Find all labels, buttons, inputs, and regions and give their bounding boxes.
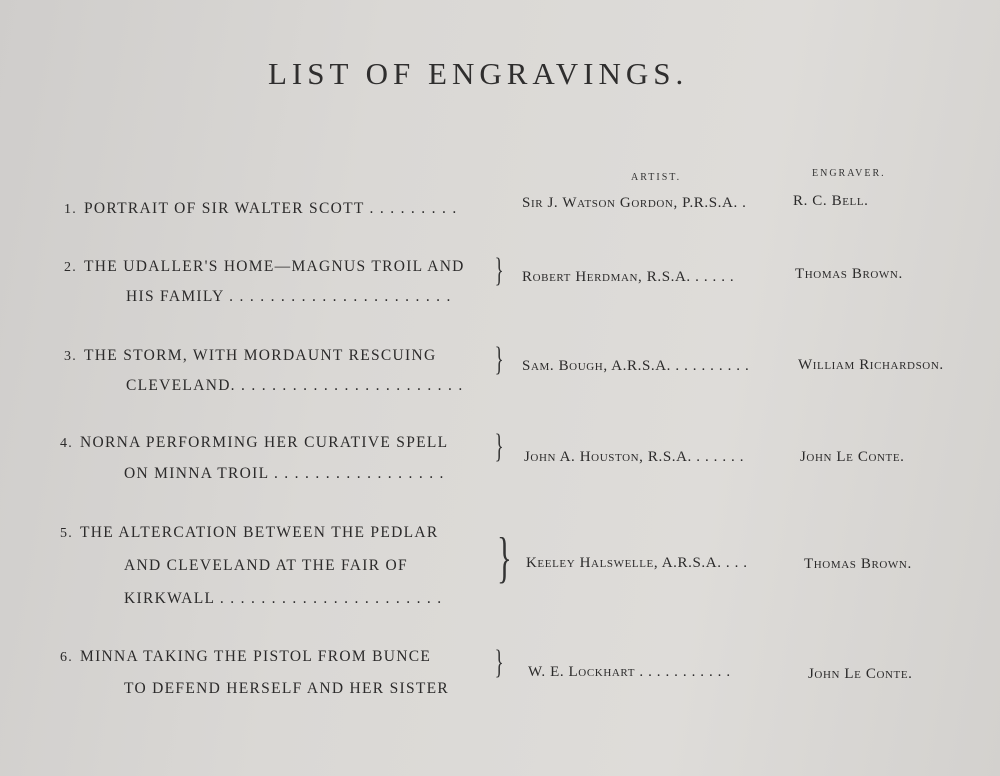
entry-engraver: R. C. Bell. <box>793 193 869 209</box>
entry-engraver: Thomas Brown. <box>795 266 903 282</box>
entry-number: 5. <box>60 526 74 541</box>
entry-title-line: ON MINNA TROIL . . . . . . . . . . . . . . . . . <box>124 465 445 482</box>
entry-artist: Keeley Halswelle, A.R.S.A. . . . <box>526 555 748 571</box>
entry-engraver: Thomas Brown. <box>804 556 912 572</box>
entry-title-line: HIS FAMILY . . . . . . . . . . . . . . . . . . . . . . <box>126 288 452 305</box>
entry-number: 6. <box>60 650 74 665</box>
entry-number: 2. <box>64 260 78 275</box>
brace-mark: } <box>494 252 504 289</box>
brace-mark: } <box>494 341 504 378</box>
entry-title-line: MINNA TAKING THE PISTOL FROM BUNCE <box>80 648 432 665</box>
brace-mark: } <box>494 644 504 681</box>
brace-mark: } <box>497 527 512 589</box>
entry-engraver: William Richardson. <box>798 357 944 373</box>
entry-title-line: CLEVELAND. . . . . . . . . . . . . . . . . . . . . . . <box>126 377 464 394</box>
entry-number: 3. <box>64 349 78 364</box>
entry-artist: Robert Herdman, R.S.A. . . . . . <box>522 269 735 285</box>
entry-title-line: KIRKWALL . . . . . . . . . . . . . . . . . . . . . . <box>124 590 443 607</box>
entry-title-line: THE ALTERCATION BETWEEN THE PEDLAR <box>80 524 439 541</box>
engraver-column-header: ENGRAVER. <box>812 168 886 179</box>
entry-title-line: THE UDALLER'S HOME—MAGNUS TROIL AND <box>84 258 465 275</box>
entry-title-line: TO DEFEND HERSELF AND HER SISTER <box>124 680 450 697</box>
artist-column-header: ARTIST. <box>631 172 682 183</box>
entry-title-line: THE STORM, WITH MORDAUNT RESCUING <box>84 347 437 364</box>
entry-title-line: PORTRAIT OF SIR WALTER SCOTT . . . . . . . . . <box>84 200 458 217</box>
entry-artist: John A. Houston, R.S.A. . . . . . . <box>524 449 745 465</box>
page-title: LIST OF ENGRAVINGS. <box>268 56 689 91</box>
entry-artist: Sir J. Watson Gordon, P.R.S.A. . <box>522 195 747 211</box>
entry-artist: Sam. Bough, A.R.S.A. . . . . . . . . . <box>522 358 750 374</box>
brace-mark: } <box>494 428 504 465</box>
entry-number: 1. <box>64 202 78 217</box>
entry-title-line: AND CLEVELAND AT THE FAIR OF <box>124 557 408 574</box>
entry-engraver: John Le Conte. <box>800 449 905 465</box>
entry-title-line: NORNA PERFORMING HER CURATIVE SPELL <box>80 434 449 451</box>
entry-number: 4. <box>60 436 74 451</box>
entry-engraver: John Le Conte. <box>808 666 913 682</box>
entry-artist: W. E. Lockhart . . . . . . . . . . . <box>528 664 731 680</box>
